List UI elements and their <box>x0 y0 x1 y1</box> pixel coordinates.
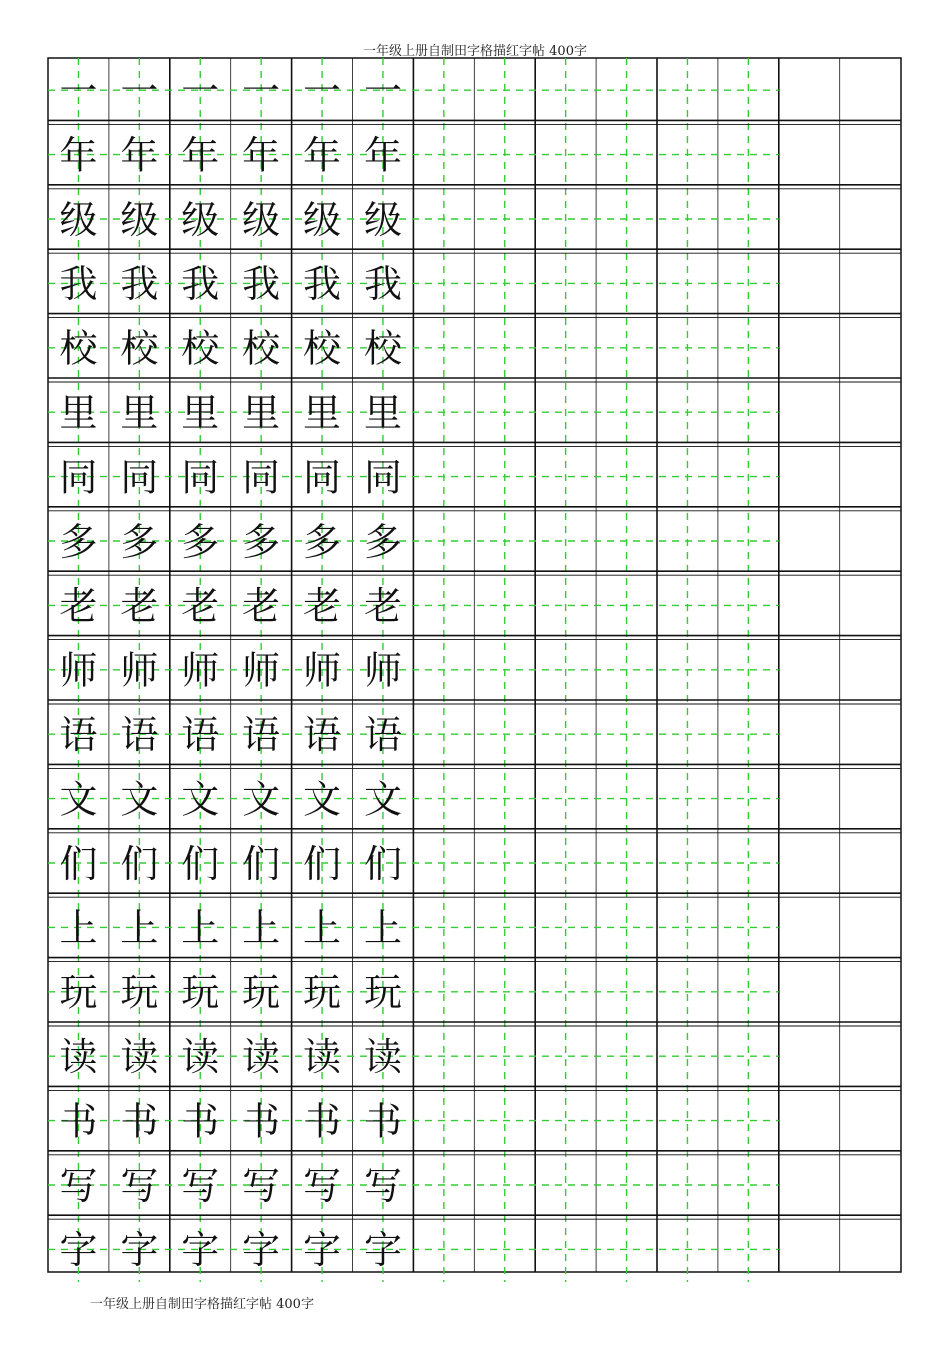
tracing-character: 一 <box>363 69 402 113</box>
tracing-character: 一 <box>181 69 220 113</box>
tracing-character: 读 <box>363 1035 402 1079</box>
tracing-character: 一 <box>59 69 98 113</box>
tracing-character: 师 <box>242 648 281 693</box>
tracing-character: 文 <box>59 777 98 822</box>
tracing-character: 写 <box>242 1163 281 1208</box>
tracing-character: 级 <box>303 197 342 242</box>
tracing-character: 一 <box>120 69 159 113</box>
tracing-character: 校 <box>120 326 159 371</box>
tracing-character: 文 <box>303 777 342 822</box>
tracing-character: 们 <box>303 841 342 886</box>
tracing-character: 写 <box>59 1163 98 1208</box>
tracing-character: 年 <box>59 133 98 178</box>
tracing-character: 级 <box>120 197 159 242</box>
tracing-character: 书 <box>242 1099 281 1144</box>
tracing-character: 同 <box>120 455 159 500</box>
tracing-character: 们 <box>181 841 220 886</box>
tracing-character: 书 <box>120 1099 159 1144</box>
tracing-character: 写 <box>363 1163 402 1208</box>
tracing-character: 老 <box>363 584 402 629</box>
tracing-character: 里 <box>181 391 220 435</box>
tracing-character: 多 <box>303 519 342 564</box>
tracing-character: 语 <box>363 713 402 757</box>
tracing-character: 文 <box>120 777 159 822</box>
tracing-character: 我 <box>59 262 98 307</box>
tracing-character: 字 <box>59 1228 98 1273</box>
tracing-character: 一 <box>242 69 281 113</box>
tracing-character: 字 <box>363 1228 402 1273</box>
tracing-character: 玩 <box>181 970 220 1015</box>
tracing-character: 书 <box>59 1099 98 1144</box>
tracing-character: 上 <box>242 906 281 951</box>
tracing-character: 老 <box>303 584 342 629</box>
tracing-character: 校 <box>363 326 402 371</box>
tracing-character: 老 <box>242 584 281 629</box>
tracing-character: 语 <box>303 713 342 757</box>
tracing-character: 我 <box>363 262 402 307</box>
tracing-character: 老 <box>181 584 220 629</box>
tracing-character: 读 <box>59 1035 98 1079</box>
tracing-character: 语 <box>120 713 159 757</box>
tracing-character: 书 <box>181 1099 220 1144</box>
tracing-character: 我 <box>181 262 220 307</box>
tracing-character: 读 <box>181 1035 220 1079</box>
tracing-character: 文 <box>242 777 281 822</box>
tracing-character: 年 <box>363 133 402 178</box>
tracing-character: 师 <box>303 648 342 693</box>
tracing-character: 校 <box>59 326 98 371</box>
tracing-character: 书 <box>303 1099 342 1144</box>
tracing-character: 里 <box>363 391 402 435</box>
tracing-character: 多 <box>181 519 220 564</box>
tracing-character: 同 <box>363 455 402 500</box>
tracing-character: 同 <box>303 455 342 500</box>
tracing-character: 文 <box>363 777 402 822</box>
tracing-character: 里 <box>120 391 159 435</box>
tracing-character: 玩 <box>120 970 159 1015</box>
tracing-character: 字 <box>242 1228 281 1273</box>
tracing-character: 我 <box>242 262 281 307</box>
tracing-character: 师 <box>59 648 98 693</box>
tracing-character: 多 <box>242 519 281 564</box>
tracing-character: 读 <box>242 1035 281 1079</box>
tracing-character: 书 <box>363 1099 402 1144</box>
tracing-character: 上 <box>363 906 402 951</box>
tracing-character: 玩 <box>242 970 281 1015</box>
tracing-character: 上 <box>303 906 342 951</box>
tracing-character: 文 <box>181 777 220 822</box>
tracing-character: 多 <box>59 519 98 564</box>
tracing-character: 师 <box>120 648 159 693</box>
tracing-character: 级 <box>59 197 98 242</box>
page-header-title: 一年级上册自制田字格描红字帖 400字 <box>363 44 587 59</box>
tracing-character: 写 <box>303 1163 342 1208</box>
tracing-character: 校 <box>242 326 281 371</box>
tracing-character: 里 <box>303 391 342 435</box>
tracing-character: 上 <box>59 906 98 951</box>
tracing-character: 玩 <box>59 970 98 1015</box>
tracing-character: 们 <box>363 841 402 886</box>
tracing-character: 语 <box>181 713 220 757</box>
tracing-character: 校 <box>303 326 342 371</box>
tracing-character: 们 <box>120 841 159 886</box>
tracing-character: 年 <box>181 133 220 178</box>
tracing-character: 级 <box>242 197 281 242</box>
tracing-character: 写 <box>181 1163 220 1208</box>
tracing-character: 们 <box>242 841 281 886</box>
tracing-character: 多 <box>120 519 159 564</box>
tracing-character: 里 <box>242 391 281 435</box>
tracing-character: 同 <box>181 455 220 500</box>
tracing-character: 校 <box>181 326 220 371</box>
tracing-character: 玩 <box>303 970 342 1015</box>
tracing-character: 写 <box>120 1163 159 1208</box>
tracing-character: 字 <box>181 1228 220 1273</box>
tracing-character: 语 <box>242 713 281 757</box>
tracing-character: 读 <box>303 1035 342 1079</box>
tracing-character: 年 <box>303 133 342 178</box>
tracing-character: 老 <box>120 584 159 629</box>
tracing-character: 读 <box>120 1035 159 1079</box>
tracing-character: 字 <box>303 1228 342 1273</box>
tracing-character: 级 <box>363 197 402 242</box>
tracing-character: 师 <box>363 648 402 693</box>
tracing-character: 年 <box>120 133 159 178</box>
tracing-character: 多 <box>363 519 402 564</box>
tracing-character: 语 <box>59 713 98 757</box>
tracing-character: 里 <box>59 391 98 435</box>
tracing-character: 上 <box>181 906 220 951</box>
tracing-character: 老 <box>59 584 98 629</box>
tracing-character: 年 <box>242 133 281 178</box>
tracing-character: 我 <box>120 262 159 307</box>
tracing-character: 一 <box>303 69 342 113</box>
tracing-character: 我 <box>303 262 342 307</box>
tracing-character: 级 <box>181 197 220 242</box>
tracing-character: 同 <box>242 455 281 500</box>
tracing-character: 字 <box>120 1228 159 1273</box>
page-footer-title: 一年级上册自制田字格描红字帖 400字 <box>90 1297 314 1312</box>
tracing-character: 玩 <box>363 970 402 1015</box>
tracing-character: 上 <box>120 906 159 951</box>
tracing-character: 师 <box>181 648 220 693</box>
tracing-character: 同 <box>59 455 98 500</box>
tracing-character: 们 <box>59 841 98 886</box>
